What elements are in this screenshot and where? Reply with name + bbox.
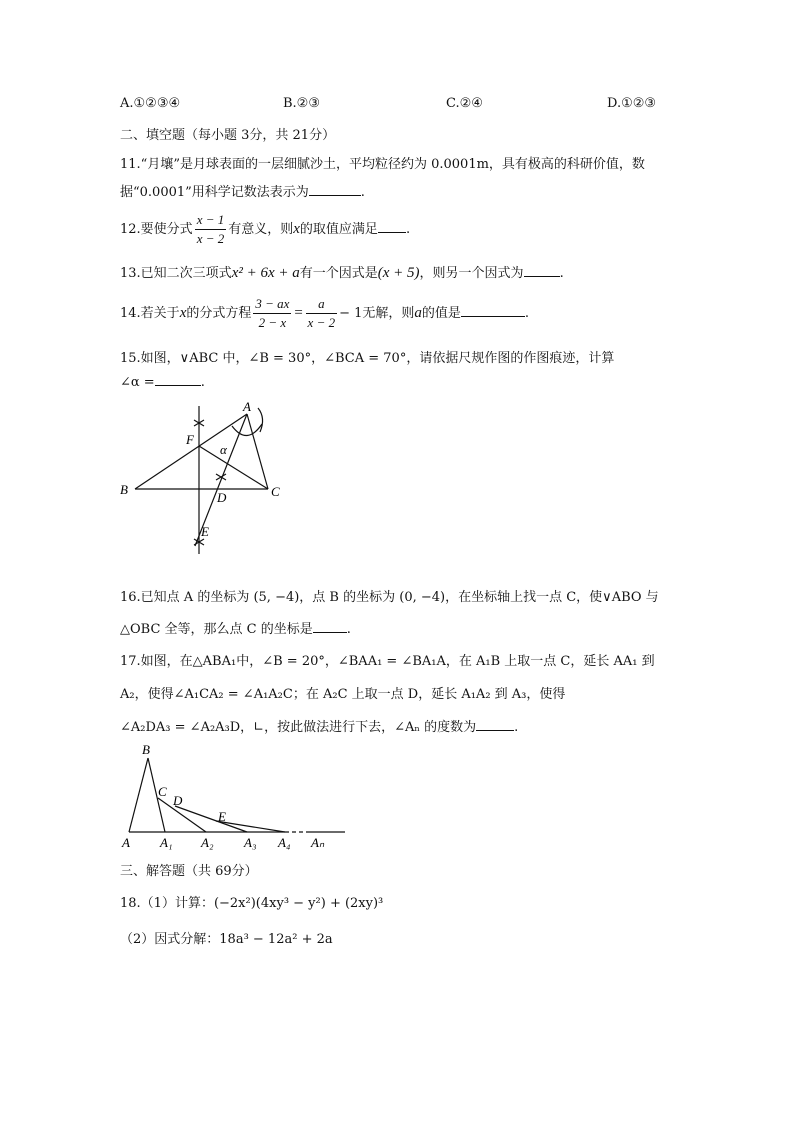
q14-var: x (179, 305, 187, 321)
choice-b: B.②③ (283, 96, 320, 111)
q14-fraction-right (306, 296, 338, 331)
seg-ab (129, 758, 148, 832)
q11-line1: 11.“月壤”是月球表面的一层细腻沙土，平均粒径约为 0.0001m，具有极高的科研价值，数 (120, 157, 645, 172)
q13-post: ，则另一个因式为 (419, 266, 524, 281)
q17-line1: 17.如图，在△ABA₁中，∠B = 20°，∠BAA₁ = ∠BA₁A，在 A₁B 上取一点 C，延长 AA₁ 到 (120, 654, 655, 669)
label-d: D (217, 490, 227, 505)
q14-numerator-left: 3 − ax (253, 296, 291, 314)
q13-pre: 13.已知二次三项式 (120, 266, 232, 281)
q16-end: . (346, 622, 351, 637)
q17-figure (115, 740, 355, 852)
q15-blank (155, 384, 201, 386)
q14-denominator-right: x − 2 (307, 315, 336, 330)
q12-numerator: x − 1 (195, 212, 227, 230)
label-d: D (173, 793, 183, 808)
q12-mid: 有意义，则 (228, 222, 294, 237)
label-c: C (158, 784, 167, 799)
q16-line1: 16.已知点 A 的坐标为 (5, −4)，点 B 的坐标为 (0, −4)，在坐标轴上找一点 C，使∨ABO 与 (120, 590, 659, 605)
q14-blank (461, 315, 525, 317)
q15-end: . (200, 375, 205, 390)
q12-end: . (405, 222, 411, 237)
q13-blank (524, 275, 560, 277)
q14 (120, 296, 529, 331)
q14-end: . (524, 306, 530, 321)
label-a2: A₂ (201, 835, 214, 850)
q12 (120, 212, 410, 247)
q14-post: 的值是 (421, 306, 461, 321)
q14-fraction-left (253, 296, 291, 331)
section-3-title: 三、解答题（共 69分） (120, 864, 258, 879)
section-2-title: 二、填空题（每小题 3分，共 21分） (120, 128, 336, 143)
label-f: F (186, 432, 194, 447)
label-c: C (271, 484, 280, 499)
q11-line2 (120, 181, 365, 200)
q17-line2: A₂，使得∠A₁CA₂ = ∠A₁A₂C；在 A₂C 上取一点 D，延长 A₁A₂ 到 A₃，使得 (120, 687, 566, 702)
q13-expr: x² + 6x + a (231, 265, 300, 281)
label-b: B (120, 482, 128, 497)
q12-blank (378, 231, 406, 233)
q12-var: x (293, 221, 300, 237)
q16-text: △OBC 全等，那么点 C 的坐标是 (120, 622, 313, 637)
q13 (120, 262, 564, 282)
q18-part1: 18.（1）计算：(−2x²)(4xy³ − y²) + (2xy)³ (120, 896, 384, 911)
label-e: E (201, 524, 209, 539)
q15-line1: 15.如图，∨ABC 中，∠B = 30°，∠BCA = 70°，请依据尺规作图的作图痕迹，计算 (120, 351, 615, 366)
q17-line3 (120, 716, 518, 735)
arc-at-a (232, 424, 262, 436)
q12-denominator: x − 2 (196, 231, 225, 246)
q14-denominator-left: 2 − x (258, 315, 287, 330)
q15-angle-text: ∠α = (120, 375, 155, 390)
q11-end: . (360, 185, 365, 200)
q14-tail: − 1无解，则 (339, 306, 415, 321)
q17-text: ∠A₂DA₃ = ∠A₂A₃D，∟，按此做法进行下去，∠Aₙ 的度数为 (120, 720, 477, 735)
q12-pre: 12.要使分式 (120, 222, 193, 237)
q11-text: 据“0.0001”用科学记数法表示为 (120, 185, 309, 200)
q14-equals: = (293, 305, 304, 321)
q17-blank (476, 729, 514, 731)
q13-factor: (x + 5) (377, 265, 420, 281)
label-a: A (243, 399, 251, 414)
label-alpha: α (220, 442, 227, 457)
q12-post: 的取值应满足 (299, 222, 378, 237)
q14-var2: a (414, 305, 422, 321)
side-ba (135, 414, 247, 489)
q16-line2 (120, 618, 351, 637)
q14-numerator-right: a (306, 296, 338, 314)
q14-pre: 14.若关于 (120, 306, 180, 321)
label-a1: A₁ (160, 835, 173, 850)
choice-c: C.②④ (446, 96, 483, 111)
q15-line2 (120, 375, 205, 390)
label-a3: A₃ (244, 835, 257, 850)
label-an: Aₙ (311, 835, 325, 850)
q17-end: . (514, 720, 519, 735)
q16-blank (313, 631, 347, 633)
q12-fraction (195, 212, 227, 247)
label-e: E (218, 809, 226, 824)
seg-ea4 (216, 821, 285, 832)
q18-part2: （2）因式分解：18a³ − 12a² + 2a (120, 932, 333, 947)
choice-a: A.①②③④ (120, 96, 181, 111)
label-a: A (122, 835, 130, 850)
label-a4: A₄ (278, 835, 291, 850)
choice-d: D.①②③ (607, 96, 657, 111)
q13-end: . (559, 266, 564, 281)
q14-mid: 的分式方程 (186, 306, 252, 321)
q11-blank (309, 194, 361, 196)
q13-mid: 有一个因式是 (299, 266, 378, 281)
seg-da3 (175, 806, 247, 832)
label-b: B (142, 742, 150, 757)
q15-figure (110, 396, 300, 556)
